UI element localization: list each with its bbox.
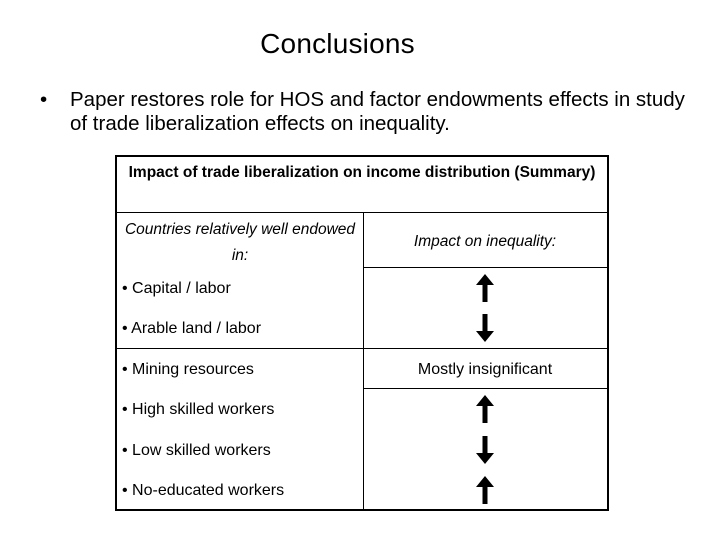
arrow-down-icon xyxy=(474,313,496,343)
row-label: • Capital / labor xyxy=(122,280,231,297)
row-impact-text: Mostly insignificant xyxy=(417,361,553,378)
row-label: • No-educated workers xyxy=(122,482,285,499)
slide-title: Conclusions xyxy=(260,28,415,59)
arrow-up-icon xyxy=(474,475,496,505)
col-left-header: Countries relatively well endowed in: xyxy=(124,221,356,264)
row-label: • High skilled workers xyxy=(122,401,275,418)
bullet-symbol: • xyxy=(40,88,48,111)
arrow-up-icon xyxy=(474,273,496,303)
summary-table xyxy=(115,155,609,511)
row-label: • Arable land / labor xyxy=(122,320,262,337)
col-right-header: Impact on inequality: xyxy=(413,233,557,250)
row-label: • Mining resources xyxy=(122,361,254,378)
divider xyxy=(117,348,607,349)
bullet-text: Paper restores role for HOS and factor endowments effects in study of trade liberalization effects on inequality. xyxy=(70,88,685,135)
divider xyxy=(117,212,607,213)
row-label: • Low skilled workers xyxy=(122,442,271,459)
arrow-down-icon xyxy=(474,435,496,465)
arrow-up-icon xyxy=(474,394,496,424)
table-header: Impact of trade liberalization on income distribution (Summary) xyxy=(128,164,596,181)
divider xyxy=(363,388,607,389)
divider xyxy=(363,267,607,268)
